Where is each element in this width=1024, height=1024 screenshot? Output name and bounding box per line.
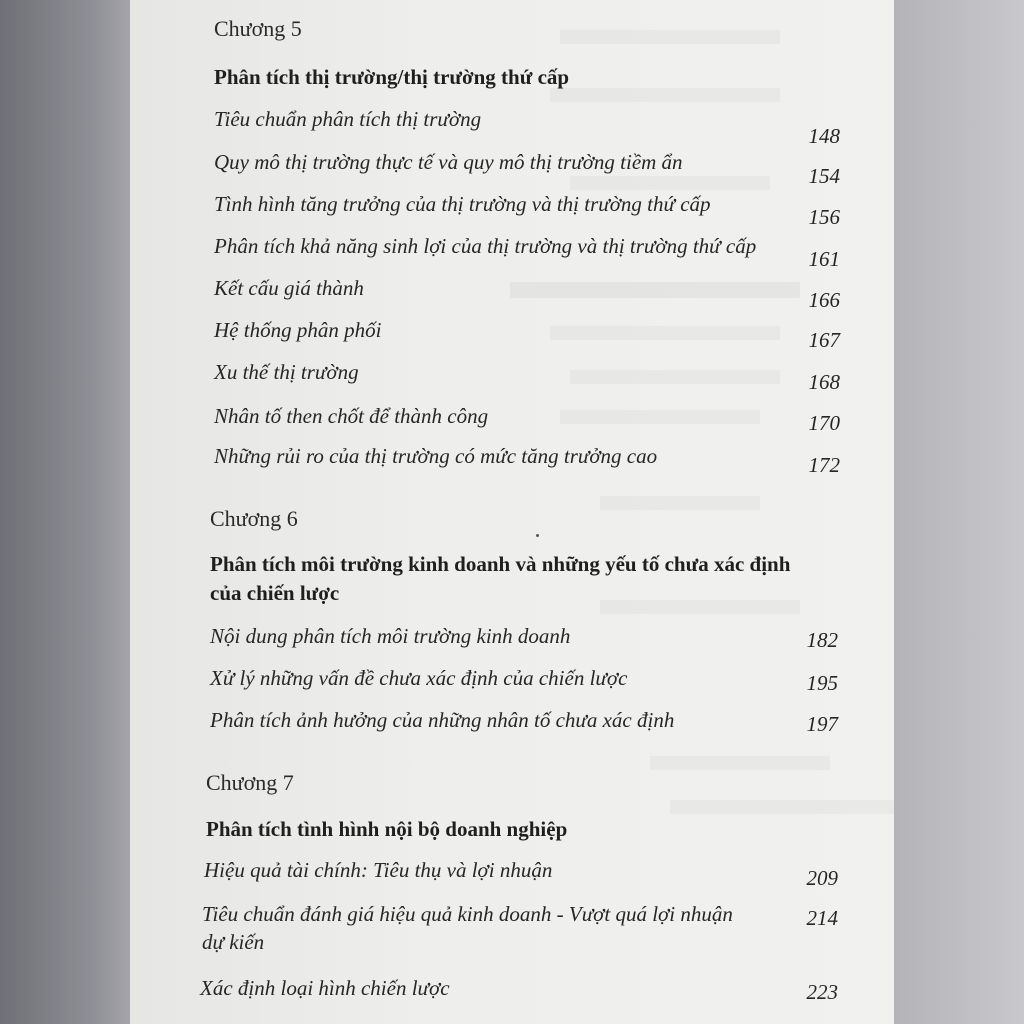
chapter-6-title-line-2: của chiến lược	[210, 581, 340, 605]
background-left	[0, 0, 130, 1024]
print-speck	[536, 534, 539, 537]
toc-entry: Xu thế thị trường	[214, 360, 359, 384]
toc-page-number: 172	[808, 453, 840, 477]
toc-entry: Tình hình tăng trưởng của thị trường và thị trường thứ cấp	[214, 192, 711, 216]
toc-page-number: 182	[806, 628, 838, 652]
toc-entry-line-2: dự kiến	[202, 930, 265, 954]
toc-page-number: 154	[808, 164, 840, 188]
chapter-5-title: Phân tích thị trường/thị trường thứ cấp	[214, 65, 570, 89]
toc-page-number: 168	[808, 370, 840, 394]
toc-entry: Nhân tố then chốt để thành công	[214, 404, 489, 428]
chapter-7-title: Phân tích tình hình nội bộ doanh nghiệp	[206, 817, 568, 841]
toc-page-number: 166	[808, 288, 840, 312]
chapter-5-label: Chương 5	[214, 16, 302, 41]
book-page	[130, 0, 894, 1024]
toc-entry: Xác định loại hình chiến lược	[200, 976, 450, 1000]
toc-page-number: 209	[806, 866, 838, 890]
background-right	[892, 0, 1024, 1024]
toc-entry: Xử lý những vấn đề chưa xác định của chiến lược	[210, 666, 628, 690]
chapter-6-label: Chương 6	[210, 506, 298, 531]
toc-entry: Hiệu quả tài chính: Tiêu thụ và lợi nhuận	[204, 858, 553, 882]
toc-page-number: 170	[808, 411, 840, 435]
toc-page-number: 197	[806, 712, 838, 736]
toc-entry: Những rủi ro của thị trường có mức tăng trưởng cao	[214, 444, 658, 468]
toc-page-number: 161	[808, 247, 840, 271]
toc-entry: Nội dung phân tích môi trường kinh doanh	[210, 624, 571, 648]
toc-entry: Quy mô thị trường thực tế và quy mô thị trường tiềm ẩn	[214, 150, 683, 174]
toc-entry: Phân tích khả năng sinh lợi của thị trường và thị trường thứ cấp	[214, 234, 757, 258]
table-of-contents	[130, 0, 894, 1024]
toc-page-number: 167	[808, 328, 840, 352]
toc-entry-line-1: Tiêu chuẩn đánh giá hiệu quả kinh doanh - Vượt quá lợi nhuận	[202, 902, 733, 926]
toc-page-number: 195	[806, 671, 838, 695]
toc-entry: Tiêu chuẩn phân tích thị trường	[214, 107, 482, 131]
toc-page-number: 223	[806, 980, 838, 1004]
toc-page-number: 148	[808, 124, 840, 148]
toc-entry: Phân tích ảnh hưởng của những nhân tố chưa xác định	[210, 708, 675, 732]
toc-page-number: 214	[806, 906, 838, 930]
chapter-6-title-line-1: Phân tích môi trường kinh doanh và những yếu tố chưa xác định	[210, 552, 791, 576]
toc-entry: Kết cấu giá thành	[214, 276, 364, 300]
chapter-7-label: Chương 7	[206, 770, 294, 795]
toc-entry: Hệ thống phân phối	[214, 318, 382, 342]
toc-page-number: 156	[808, 205, 840, 229]
